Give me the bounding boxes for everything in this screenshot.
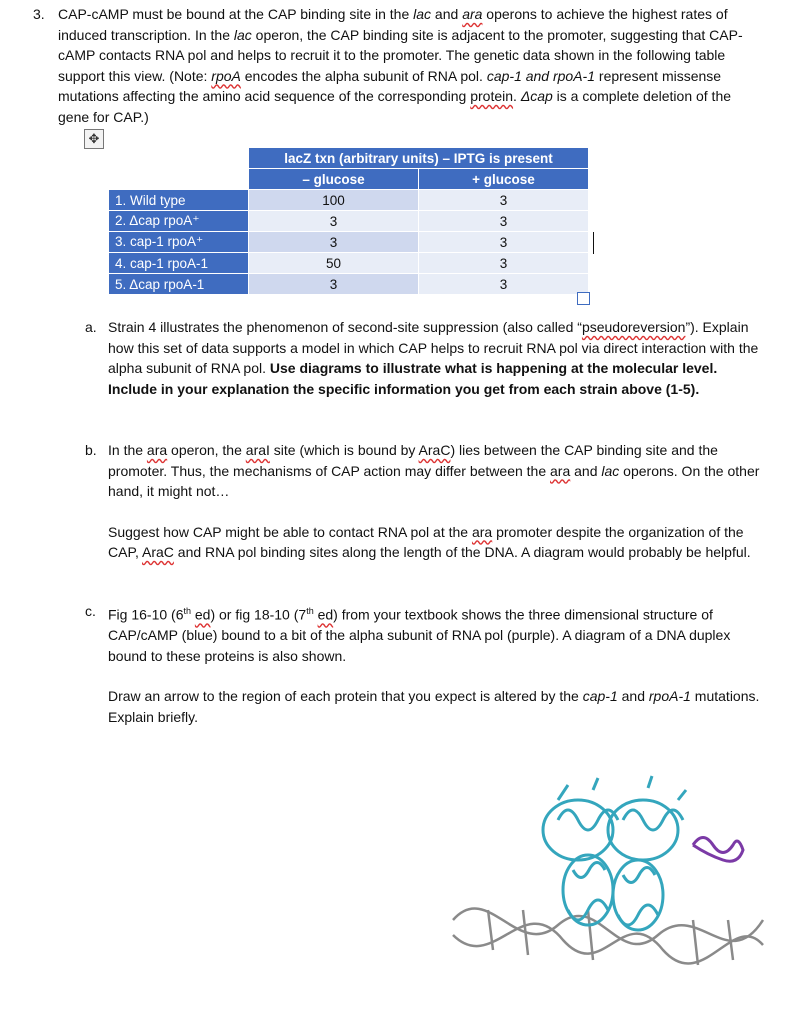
table-resize-handle[interactable] bbox=[577, 292, 590, 305]
paragraph bbox=[108, 317, 765, 399]
text-run: ”). Explain how this set of data supports a model in which CAP helps to recruit RNA pol via direct interaction with the alpha subunit of RNA pol. bbox=[108, 319, 759, 376]
text-run: Fig 16-10 (6 bbox=[108, 606, 184, 623]
text-run: and RNA pol binding sites along the length of the DNA. A diagram would probably be helpful. bbox=[173, 544, 751, 560]
data-table bbox=[108, 147, 589, 295]
text-run: lac bbox=[233, 26, 252, 43]
paragraph bbox=[108, 601, 765, 666]
value-plus-glucose: 3 bbox=[419, 253, 589, 274]
value-minus-glucose: 50 bbox=[249, 253, 419, 274]
table-corner bbox=[109, 148, 249, 169]
text-run: represent missense mutations affecting the amino acid sequence of the corresponding bbox=[58, 67, 722, 104]
part-label: a. bbox=[85, 319, 97, 335]
text-run: In the bbox=[108, 442, 147, 458]
text-run: rpoA-1 bbox=[648, 688, 691, 705]
table-subheader-row bbox=[109, 169, 589, 190]
spellcheck-word: protein bbox=[470, 88, 514, 104]
alpha-subunit bbox=[693, 838, 743, 862]
text-run: operon, the CAP binding site is adjacent to the promoter, suggesting that CAP-cAMP contacts RNA pol and helps to recruit it to the promoter. The genetic data shown in the following table support this view. (Note: bbox=[58, 26, 743, 84]
part-text bbox=[108, 317, 765, 399]
text-run: cap-1 and rpoA-1 bbox=[486, 67, 596, 84]
question-3 bbox=[33, 4, 763, 127]
table-move-icon[interactable]: ✥ bbox=[84, 129, 104, 149]
text-run: ) from your textbook shows the three dimensional structure of CAP/cAMP (blue) bound to a bit of the alpha subunit of RNA pol (purple). A diagram of a DNA duplex bound to these proteins is also shown. bbox=[108, 606, 731, 664]
text-run: operons. On the other hand, it might not… bbox=[108, 462, 760, 499]
part-label: b. bbox=[85, 442, 97, 458]
text-run: and bbox=[617, 688, 649, 705]
part-label: c. bbox=[85, 603, 96, 619]
text-run: Draw an arrow to the region of each protein that you expect is altered by the bbox=[108, 688, 583, 705]
cap-rnapol-structure-image bbox=[448, 760, 768, 1005]
paragraph bbox=[108, 686, 765, 727]
text-run: ) lies between the CAP binding site and the promoter. Thus, the mechanisms of CAP action may differ between the bbox=[108, 442, 718, 479]
table-row bbox=[109, 253, 589, 274]
text-run: encodes the alpha subunit of RNA pol. bbox=[240, 67, 487, 84]
value-minus-glucose: 3 bbox=[249, 232, 419, 253]
spellcheck-word: araI bbox=[245, 442, 270, 458]
spellcheck-word: AraC bbox=[142, 544, 174, 560]
col-header-plus-glucose: + glucose bbox=[419, 169, 589, 190]
strain-label: 4. cap-1 rpoA-1 bbox=[109, 253, 249, 274]
text-run: ) or fig 18-10 (7 bbox=[210, 606, 307, 623]
text-run: operon, the bbox=[167, 442, 246, 458]
table-row bbox=[109, 211, 589, 232]
text-run: lac bbox=[413, 6, 432, 22]
table-corner bbox=[109, 169, 249, 190]
part-text bbox=[108, 601, 765, 727]
spellcheck-word: ara bbox=[146, 442, 168, 458]
text-run: cap-1 bbox=[582, 688, 618, 705]
spellcheck-word: pseudoreversion bbox=[581, 319, 686, 335]
table-row bbox=[109, 274, 589, 295]
col-header-minus-glucose: – glucose bbox=[249, 169, 419, 190]
text-run: th bbox=[183, 606, 191, 616]
question-number: 3. bbox=[33, 6, 45, 22]
text-cursor bbox=[593, 232, 594, 254]
text-run: mutations. Explain briefly. bbox=[108, 688, 760, 725]
cap-protein bbox=[543, 776, 686, 930]
part-b bbox=[85, 440, 765, 563]
spellcheck-word: rpoA bbox=[211, 67, 241, 84]
text-run: th bbox=[306, 606, 314, 616]
value-minus-glucose: 3 bbox=[249, 274, 419, 295]
question-text bbox=[58, 4, 763, 127]
text-run: CAP-cAMP must be bound at the CAP binding site in the bbox=[58, 6, 414, 22]
text-run: and bbox=[431, 6, 463, 22]
table-header-row bbox=[109, 148, 589, 169]
text-run: Use diagrams to illustrate what is happening at the molecular level. Include in your explanation the specific information you get from each strain above (1-5). bbox=[108, 360, 718, 397]
strain-label: 2. Δcap rpoA⁺ bbox=[109, 211, 249, 232]
part-a bbox=[85, 317, 765, 399]
table-row bbox=[109, 232, 589, 253]
paragraph bbox=[108, 440, 765, 502]
text-run: operons to achieve the highest rates of induced transcription. In the bbox=[58, 6, 728, 43]
table-row bbox=[109, 190, 589, 211]
value-plus-glucose: 3 bbox=[419, 211, 589, 232]
text-run: site (which is bound by bbox=[269, 442, 419, 458]
text-run: Strain 4 illustrates the phenomenon of second-site suppression (also called “ bbox=[108, 319, 582, 335]
part-text bbox=[108, 440, 765, 563]
part-c bbox=[85, 601, 765, 727]
spellcheck-word: ed bbox=[194, 606, 211, 623]
text-run: and bbox=[570, 462, 602, 479]
table-main-header: lacZ txn (arbitrary units) – IPTG is present bbox=[249, 148, 589, 169]
text-run: is a complete deletion of the gene for CAP.) bbox=[58, 88, 732, 125]
text-run: Suggest how CAP might be able to contact RNA pol at the bbox=[108, 523, 472, 540]
dna-duplex bbox=[453, 908, 763, 965]
spellcheck-word: ed bbox=[317, 606, 334, 623]
strain-label: 5. Δcap rpoA-1 bbox=[109, 274, 249, 295]
text-run: . bbox=[513, 88, 521, 104]
strain-label: 3. cap-1 rpoA⁺ bbox=[109, 232, 249, 253]
spellcheck-word: ara bbox=[550, 462, 571, 479]
value-plus-glucose: 3 bbox=[419, 274, 589, 295]
text-run: promoter despite the organization of the CAP, bbox=[108, 523, 744, 560]
value-plus-glucose: 3 bbox=[419, 232, 589, 253]
value-plus-glucose: 3 bbox=[419, 190, 589, 211]
text-run: Δcap bbox=[520, 88, 553, 104]
paragraph bbox=[108, 522, 765, 563]
spellcheck-word: AraC bbox=[418, 442, 451, 458]
strain-label: 1. Wild type bbox=[109, 190, 249, 211]
text-run: lac bbox=[601, 462, 620, 479]
value-minus-glucose: 100 bbox=[249, 190, 419, 211]
spellcheck-word: ara bbox=[462, 6, 483, 22]
value-minus-glucose: 3 bbox=[249, 211, 419, 232]
spellcheck-word: ara bbox=[471, 523, 493, 540]
